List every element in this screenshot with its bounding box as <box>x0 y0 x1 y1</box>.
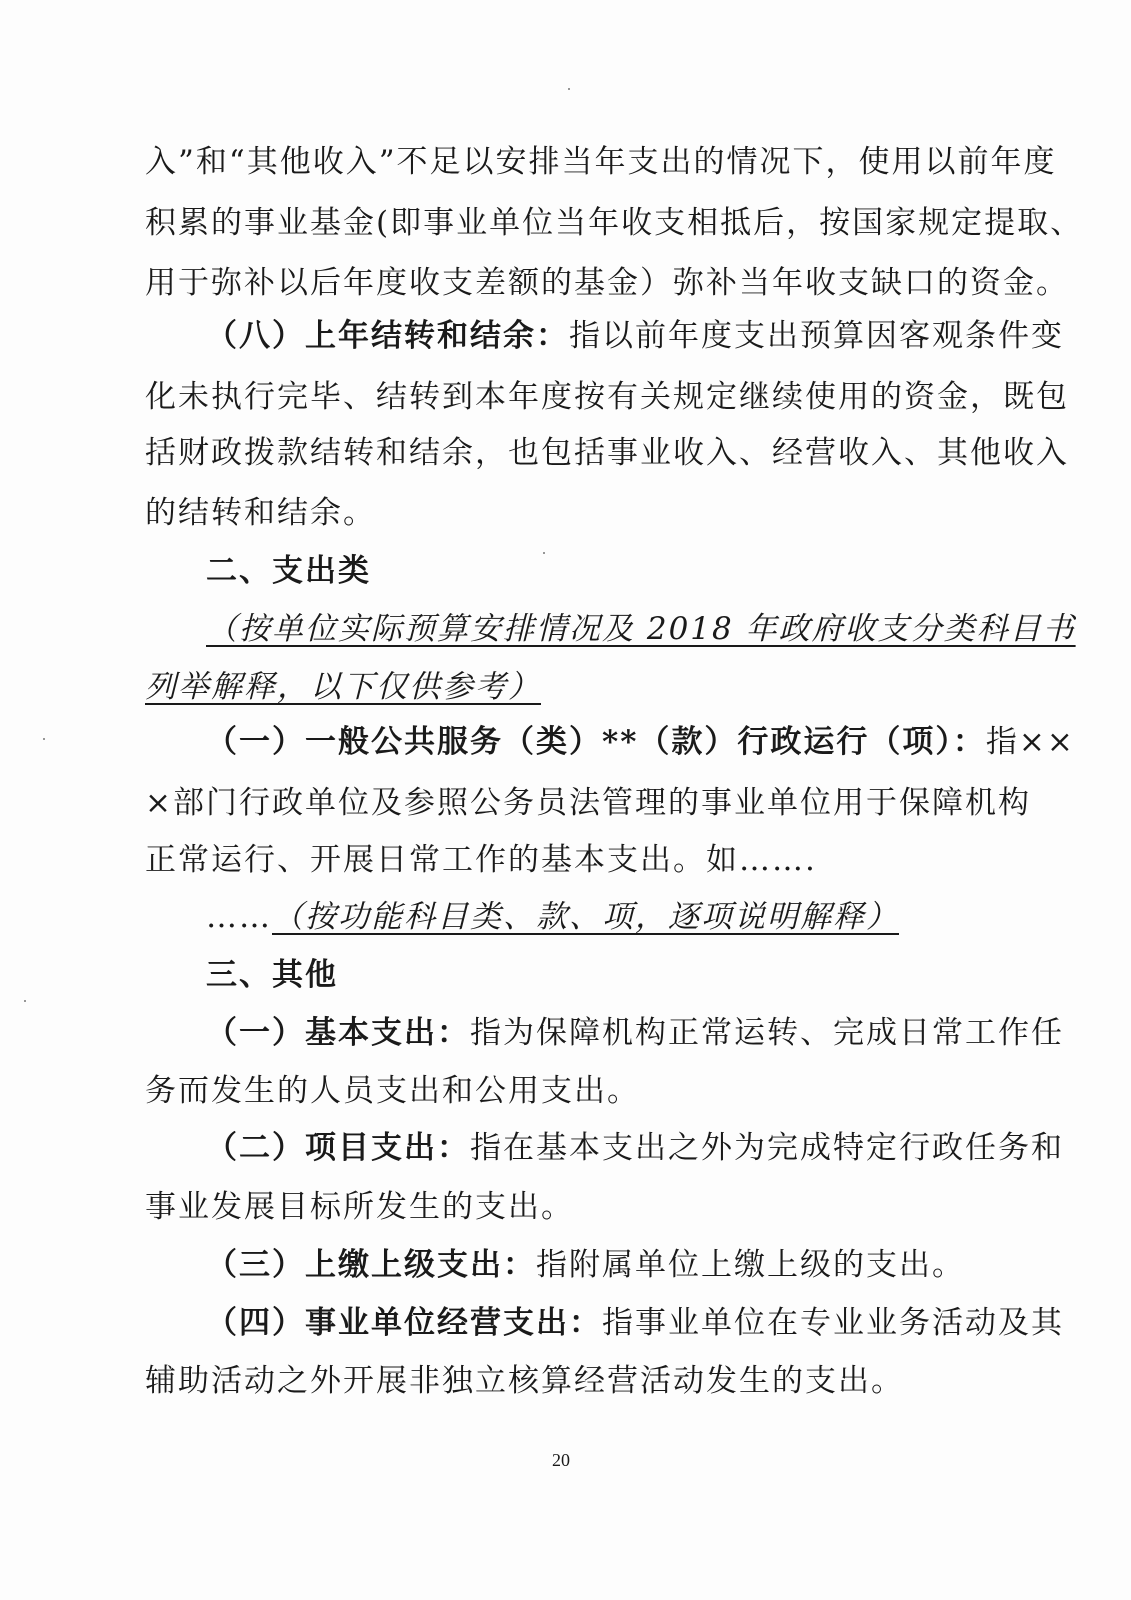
scan-speck <box>43 738 45 740</box>
body-line: ×部门行政单位及参照公务员法管理的事业单位用于保障机构 <box>145 785 1031 821</box>
paragraph-first-line <box>206 1013 1064 1053</box>
paragraph-first-line <box>206 1303 1064 1343</box>
item-text: 指事业单位在专业业务活动及其 <box>602 1305 1064 1341</box>
reference-note: （按单位实际预算安排情况及 2018 年政府收支分类科目书 <box>206 611 1076 647</box>
body-line: 事业发展目标所发生的支出。 <box>145 1189 574 1225</box>
item-heading: （二）项目支出： <box>206 1130 470 1166</box>
scan-speck <box>568 88 570 90</box>
scan-speck <box>543 552 545 554</box>
ellipsis: …… <box>206 899 272 935</box>
section-title: 二、支出类 <box>206 553 371 589</box>
body-line: 的结转和结余。 <box>145 495 376 531</box>
section-title: 三、其他 <box>206 957 338 993</box>
item-heading: （三）上缴上级支出： <box>206 1247 536 1283</box>
item-heading: （一）一般公共服务（类）**（款）行政运行（项）： <box>206 724 986 760</box>
item-heading: （八）上年结转和结余： <box>206 318 569 354</box>
body-line: 入”和“其他收入”不足以安排当年支出的情况下，使用以前年度 <box>145 144 1057 180</box>
item-text: 指在基本支出之外为完成特定行政任务和 <box>470 1130 1064 1166</box>
body-line: 务而发生的人员支出和公用支出。 <box>145 1073 640 1109</box>
scan-speck <box>24 1000 26 1002</box>
paragraph-first-line <box>206 1128 1064 1168</box>
item-heading: （四）事业单位经营支出： <box>206 1305 602 1341</box>
body-line: 用于弥补以后年度收支差额的基金）弥补当年收支缺口的资金。 <box>145 265 1069 301</box>
body-line: 括财政拨款结转和结余，也包括事业收入、经营收入、其他收入 <box>145 435 1069 471</box>
reference-note: 列举解释，以下仅供参考） <box>145 669 541 705</box>
function-note-line <box>206 897 899 937</box>
body-line: 辅助活动之外开展非独立核算经营活动发生的支出。 <box>145 1363 904 1399</box>
item-text: 指附属单位上缴上级的支出。 <box>536 1247 965 1283</box>
paragraph-first-line <box>206 1245 965 1285</box>
body-line: 化未执行完毕、结转到本年度按有关规定继续使用的资金，既包 <box>145 379 1069 415</box>
item-heading: （一）基本支出： <box>206 1015 470 1051</box>
item-text: 指×× <box>985 724 1075 760</box>
reference-note: （按功能科目类、款、项，逐项说明解释） <box>272 899 899 935</box>
item-text: 指为保障机构正常运转、完成日常工作任 <box>470 1015 1064 1051</box>
paragraph-first-line <box>206 316 1064 356</box>
body-line: 正常运行、开展日常工作的基本支出。如……. <box>145 842 817 878</box>
item-text: 指以前年度支出预算因客观条件变 <box>569 318 1064 354</box>
body-line: 积累的事业基金(即事业单位当年收支相抵后，按国家规定提取、 <box>145 205 1084 241</box>
page-number: 20 <box>552 1450 570 1470</box>
paragraph-first-line <box>206 722 1075 762</box>
